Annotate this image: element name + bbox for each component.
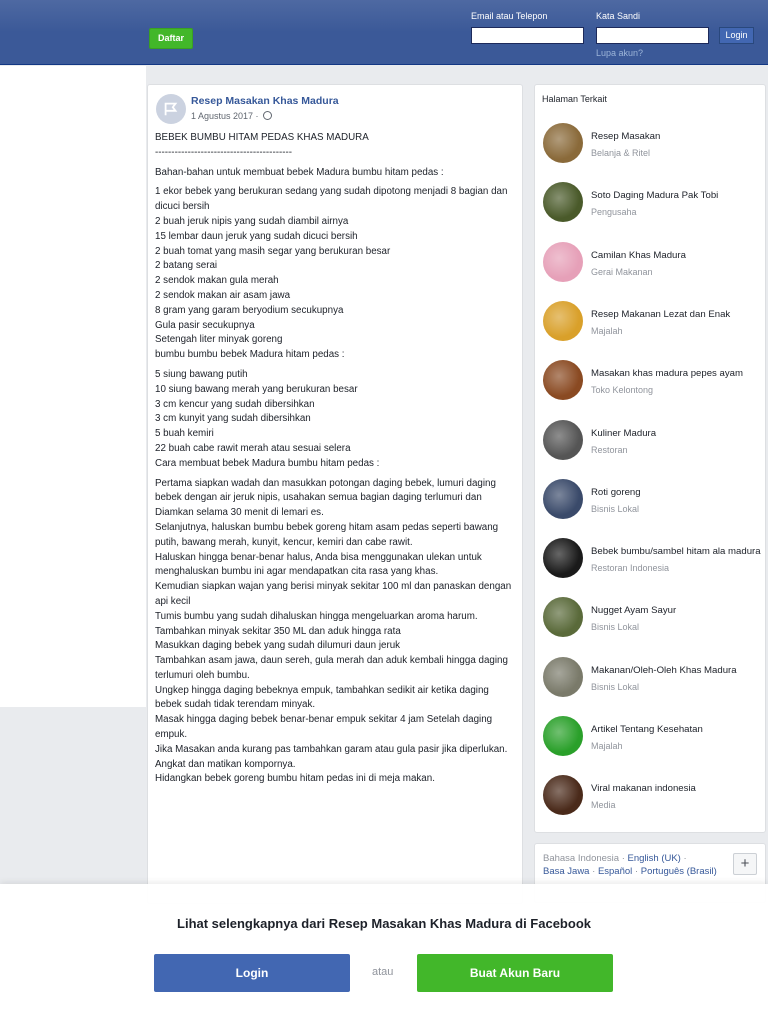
current-language: Bahasa Indonesia · xyxy=(543,853,625,864)
related-page-item[interactable] xyxy=(542,538,764,582)
related-page-category: Belanja & Ritel xyxy=(591,148,651,158)
language-link-english[interactable]: English (UK) xyxy=(627,853,681,864)
related-page-item[interactable] xyxy=(542,360,764,404)
signup-button[interactable]: Daftar xyxy=(149,28,193,49)
top-navigation-bar xyxy=(0,0,768,65)
related-page-name[interactable]: Camilan Khas Madura xyxy=(591,249,686,261)
post-line: 3 cm kunyit yang sudah dibersihkan xyxy=(155,413,311,425)
related-page-item[interactable] xyxy=(542,182,764,226)
post-line: 8 gram yang garam beryodium secukupnya xyxy=(155,304,344,316)
post-line: BEBEK BUMBU HITAM PEDAS KHAS MADURA xyxy=(155,132,369,143)
post-line: 3 cm kencur yang sudah dibersihkan xyxy=(155,398,315,410)
related-page-item[interactable] xyxy=(542,597,764,641)
post-line: 2 sendok makan gula merah xyxy=(155,275,279,287)
post-line: 22 buah cabe rawit merah atau sesuai selera xyxy=(155,442,351,454)
language-link-portugues[interactable]: Português (Brasil) xyxy=(640,866,717,877)
related-page-category: Majalah xyxy=(591,741,623,751)
related-page-thumbnail[interactable] xyxy=(543,479,583,519)
related-page-item[interactable] xyxy=(542,242,764,286)
post-line: ------------------------------------------ xyxy=(155,146,293,158)
post-line: 15 lembar daun jeruk yang sudah dicuci bersih xyxy=(155,230,358,242)
post-line: Ungkep hingga daging bebeknya empuk, tambahkan sedikit air ketika daging bebek sudah tidak terendam minyak. xyxy=(155,684,492,711)
globe-icon xyxy=(263,111,272,120)
password-field[interactable] xyxy=(596,27,709,44)
related-page-item[interactable] xyxy=(542,420,764,464)
related-page-thumbnail[interactable] xyxy=(543,242,583,282)
email-label: Email atau Telepon xyxy=(471,11,548,21)
post-line: Tambahkan asam jawa, daun sereh, gula merah dan aduk kembali hingga daging terlumuri oleh bumbu. xyxy=(155,655,511,681)
related-page-thumbnail[interactable] xyxy=(543,775,583,815)
forgot-account-link[interactable]: Lupa akun? xyxy=(596,48,644,58)
related-page-name[interactable]: Bebek bumbu/sambel hitam ala madura xyxy=(591,546,761,558)
language-separator: · xyxy=(683,853,687,864)
related-page-name[interactable]: Roti goreng xyxy=(591,486,641,498)
create-account-button[interactable]: Buat Akun Baru xyxy=(417,954,613,992)
related-page-category: Pengusaha xyxy=(591,207,637,218)
related-page-name[interactable]: Masakan khas madura pepes ayam xyxy=(591,368,743,380)
post-line: 2 batang serai xyxy=(155,260,218,272)
post-line: 2 buah tomat yang masih segar yang berukuran besar xyxy=(155,245,391,257)
more-languages-button[interactable]: + xyxy=(733,853,757,875)
overlay-login-button[interactable]: Login xyxy=(154,954,350,992)
post-line: 5 siung bawang putih xyxy=(155,368,248,380)
related-page-name[interactable]: Artikel Tentang Kesehatan xyxy=(591,724,703,735)
related-page-item[interactable] xyxy=(542,123,764,167)
page-name-link[interactable]: Resep Masakan Khas Madura xyxy=(191,95,339,107)
post-line: Cara membuat bebek Madura bumbu hitam pedas : xyxy=(155,457,380,469)
login-prompt-text: Lihat selengkapnya dari Resep Masakan Khas Madura di Facebook xyxy=(177,916,591,931)
post-line: bumbu bumbu bebek Madura hitam pedas : xyxy=(155,349,345,361)
related-pages-panel xyxy=(534,84,766,833)
related-page-thumbnail[interactable] xyxy=(543,597,583,637)
post-text xyxy=(155,131,517,787)
post-line: Bahan-bahan untuk membuat bebek Madura bumbu hitam pedas : xyxy=(155,166,444,178)
language-line-1 xyxy=(543,853,687,864)
left-column xyxy=(0,66,146,707)
post-line: Pertama siapkan wadah dan masukkan potongan daging bebek, lumuri daging bebek dengan air jeruk nipis, usahakan semua bagian daging terlumuri dan Diamkan selama 30 menit di lemari es. xyxy=(155,477,499,519)
related-page-name[interactable]: Resep Makanan Lezat dan Enak xyxy=(591,308,731,320)
related-page-name[interactable]: Makanan/Oleh-Oleh Khas Madura xyxy=(591,664,737,676)
related-page-item[interactable] xyxy=(542,657,764,701)
post-line: 5 buah kemiri xyxy=(155,428,214,440)
post-line: Jika Masakan anda kurang pas tambahkan garam atau gula pasir jika diperlukan. xyxy=(155,743,508,755)
post-line: Tumis bumbu yang sudah dihaluskan hingga mengeluarkan aroma harum. xyxy=(155,610,478,622)
related-page-category: Gerai Makanan xyxy=(591,266,653,277)
post-line: Tambahkan minyak sekitar 350 ML dan aduk hingga rata xyxy=(155,625,401,637)
related-page-name[interactable]: Soto Daging Madura Pak Tobi xyxy=(591,190,719,202)
post-line: Setengah liter minyak goreng xyxy=(155,334,283,346)
login-prompt-overlay xyxy=(0,884,768,1024)
post-line: Kemudian siapkan wajan yang berisi minyak sekitar 100 ml dan panaskan dengan api kecil xyxy=(155,581,514,607)
post-timestamp[interactable] xyxy=(191,111,272,121)
related-page-thumbnail[interactable] xyxy=(543,716,583,756)
related-page-category: Restoran Indonesia xyxy=(591,563,670,574)
related-page-category: Bisnis Lokal xyxy=(591,681,640,692)
related-page-thumbnail[interactable] xyxy=(543,301,583,341)
related-page-category: Bisnis Lokal xyxy=(591,503,640,514)
post-line: Masak hingga daging bebek benar-benar empuk sekitar 4 jam Setelah daging empuk. xyxy=(155,714,495,741)
language-separator: · xyxy=(592,866,596,877)
related-pages-title: Halaman Terkait xyxy=(542,94,607,104)
post-card xyxy=(147,84,523,904)
related-page-thumbnail[interactable] xyxy=(543,360,583,400)
related-page-category: Toko Kelontong xyxy=(591,385,654,396)
related-page-category: Restoran xyxy=(591,444,628,455)
post-line: Masukkan daging bebek yang sudah dilumuri daun jeruk xyxy=(155,640,401,652)
language-line-2 xyxy=(543,866,717,877)
or-separator: atau xyxy=(372,966,394,978)
related-page-thumbnail[interactable] xyxy=(543,182,583,222)
post-date-text: 1 Agustus 2017 · xyxy=(191,111,259,121)
page-avatar[interactable] xyxy=(156,94,186,124)
related-page-item[interactable] xyxy=(542,716,764,760)
related-page-thumbnail[interactable] xyxy=(543,657,583,697)
login-button[interactable]: Login xyxy=(719,27,754,44)
related-page-category: Media xyxy=(591,800,616,811)
post-line: 1 ekor bebek yang berukuran sedang yang sudah dipotong menjadi 8 bagian dan dicuci bersih xyxy=(155,186,511,213)
related-page-category: Majalah xyxy=(591,325,623,336)
page-flag-icon xyxy=(162,100,180,118)
post-line: 2 buah jeruk nipis yang sudah diambil airnya xyxy=(155,215,349,227)
post-line: 10 siung bawang merah yang berukuran besar xyxy=(155,383,358,395)
post-line: Gula pasir secukupnya xyxy=(155,319,255,331)
email-field[interactable] xyxy=(471,27,584,44)
related-page-name[interactable]: Kuliner Madura xyxy=(591,427,657,439)
related-page-category: Bisnis Lokal xyxy=(591,622,640,633)
related-page-name[interactable]: Nugget Ayam Sayur xyxy=(591,605,677,617)
related-page-item[interactable] xyxy=(542,775,764,819)
post-line: Hidangkan bebek goreng bumbu hitam pedas ini di meja makan. xyxy=(155,773,435,785)
post-line: 2 sendok makan air asam jawa xyxy=(155,289,291,301)
related-page-thumbnail[interactable] xyxy=(543,420,583,460)
related-page-name[interactable]: Viral makanan indonesia xyxy=(591,783,696,795)
post-line: Haluskan hingga benar-benar halus, Anda bisa menggunakan ulekan untuk menghaluskan bumbu ini agar mendapatkan cita rasa yang khas. xyxy=(155,551,485,578)
post-line: Selanjutnya, haluskan bumbu bebek goreng hitam asam pedas seperti bawang putih, bawang merah, kunyit, kencur, kemiri dan cabe rawit. xyxy=(155,521,501,548)
related-page-item[interactable] xyxy=(542,479,764,523)
language-link-espanol[interactable]: Español xyxy=(597,866,633,877)
related-page-name[interactable]: Resep Masakan xyxy=(591,131,661,142)
related-page-thumbnail[interactable] xyxy=(543,123,583,163)
related-page-item[interactable] xyxy=(542,301,764,345)
password-label: Kata Sandi xyxy=(596,11,641,21)
post-line: Angkat dan matikan kompornya. xyxy=(155,758,296,770)
related-page-thumbnail[interactable] xyxy=(543,538,583,578)
language-separator: · xyxy=(634,866,639,877)
language-link-jawa[interactable]: Basa Jawa xyxy=(543,866,590,877)
